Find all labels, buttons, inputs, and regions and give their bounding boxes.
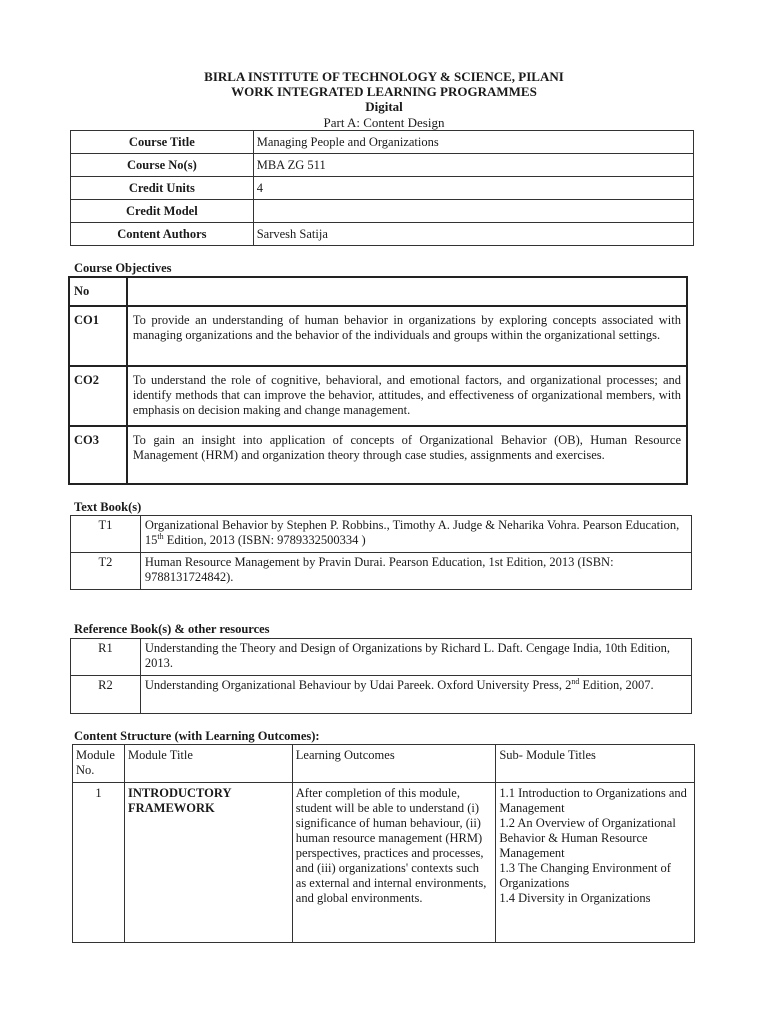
course-title-value: Managing People and Organizations bbox=[253, 131, 693, 154]
reference-row bbox=[71, 676, 692, 714]
mode-label: Digital bbox=[365, 99, 403, 114]
objective-id: CO3 bbox=[69, 426, 127, 484]
course-number-row bbox=[71, 154, 694, 177]
reference-citation bbox=[140, 676, 691, 714]
reference-citation-text: Understanding Organizational Behaviour by Udai Pareek. Oxford University Press, 2 bbox=[144, 678, 572, 692]
objective-id: CO2 bbox=[69, 366, 127, 426]
textbooks-table bbox=[70, 515, 692, 590]
module-no-header: Module No. bbox=[73, 745, 125, 783]
objective-id: CO1 bbox=[69, 306, 127, 366]
credit-units-value: 4 bbox=[253, 177, 693, 200]
course-info-table bbox=[70, 130, 694, 246]
textbook-id: T1 bbox=[71, 516, 141, 553]
module-title: INTRODUCTORY FRAMEWORK bbox=[124, 783, 292, 943]
submodule-titles-header: Sub- Module Titles bbox=[496, 745, 695, 783]
credit-units-label: Credit Units bbox=[71, 177, 254, 200]
module-title-header: Module Title bbox=[124, 745, 292, 783]
textbook-citation bbox=[140, 553, 691, 590]
course-title-row bbox=[71, 131, 694, 154]
course-number-value: MBA ZG 511 bbox=[253, 154, 693, 177]
objective-text: To understand the role of cognitive, behavioral, and emotional factors, and organizational processes; and identify methods that can improve the behavior, attitudes, and effectiveness of organizational members, with emphasis on decision making and change management. bbox=[127, 366, 687, 426]
objective-row bbox=[69, 426, 687, 484]
course-objectives-table bbox=[68, 276, 688, 485]
credit-model-label: Credit Model bbox=[71, 200, 254, 223]
reference-citation-tail: Edition, 2007. bbox=[579, 678, 654, 692]
module-submodules bbox=[496, 783, 695, 943]
textbook-citation-text: Human Resource Management by Pravin Durai. Pearson Education, 1st Edition, 2013 (ISBN: 9788131724842). bbox=[144, 555, 614, 584]
content-structure-table bbox=[72, 744, 695, 943]
credit-units-row bbox=[71, 177, 694, 200]
content-structure-heading: Content Structure (with Learning Outcomes): bbox=[74, 729, 320, 743]
part-title: Part A: Content Design bbox=[323, 115, 445, 130]
textbook-citation-tail: Edition, 2013 (ISBN: 9789332500334 ) bbox=[163, 533, 366, 547]
course-title-label: Course Title bbox=[71, 131, 254, 154]
module-row bbox=[73, 783, 695, 943]
objective-row bbox=[69, 366, 687, 426]
learning-outcomes-header: Learning Outcomes bbox=[292, 745, 496, 783]
reference-citation bbox=[140, 639, 691, 676]
reference-id: R1 bbox=[71, 639, 141, 676]
submodule-item: 1.2 An Overview of Organizational Behavior & Human Resource Management bbox=[499, 816, 676, 860]
textbook-id: T2 bbox=[71, 553, 141, 590]
credit-model-row bbox=[71, 200, 694, 223]
submodule-item: 1.1 Introduction to Organizations and Management bbox=[499, 786, 687, 815]
textbooks-heading: Text Book(s) bbox=[74, 500, 142, 514]
textbook-edition-suffix: th bbox=[157, 531, 164, 541]
reference-id: R2 bbox=[71, 676, 141, 714]
content-authors-label: Content Authors bbox=[71, 223, 254, 246]
institute-name: BIRLA INSTITUTE OF TECHNOLOGY & SCIENCE, PILANI bbox=[204, 69, 564, 84]
content-authors-row bbox=[71, 223, 694, 246]
textbook-citation-text: Organizational Behavior by Stephen P. Robbins., Timothy A. Judge & Neharika Vohra. Pearson Education, 15 bbox=[144, 518, 680, 547]
objective-row bbox=[69, 306, 687, 366]
module-number: 1 bbox=[73, 783, 125, 943]
objectives-blank-header bbox=[127, 277, 687, 306]
reference-edition-suffix: nd bbox=[571, 676, 580, 686]
objectives-no-header: No bbox=[69, 277, 127, 306]
submodule-item: 1.3 The Changing Environment of Organizations bbox=[499, 861, 671, 890]
course-objectives-heading: Course Objectives bbox=[74, 261, 172, 275]
submodule-item: 1.4 Diversity in Organizations bbox=[499, 891, 651, 905]
content-authors-value: Sarvesh Satija bbox=[253, 223, 693, 246]
references-heading: Reference Book(s) & other resources bbox=[74, 622, 270, 636]
credit-model-value bbox=[253, 200, 693, 223]
reference-citation-text: Understanding the Theory and Design of Organizations by Richard L. Daft. Cengage India, 10th Edition, 2013. bbox=[144, 641, 671, 670]
references-table bbox=[70, 638, 692, 714]
textbook-row bbox=[71, 553, 692, 590]
programme-name: WORK INTEGRATED LEARNING PROGRAMMES bbox=[231, 84, 537, 99]
textbook-citation bbox=[140, 516, 691, 553]
objective-text: To provide an understanding of human behavior in organizations by exploring concepts associated with managing organizations and the behavior of the individuals and groups within the organizational settings. bbox=[127, 306, 687, 366]
course-number-label: Course No(s) bbox=[71, 154, 254, 177]
module-learning-outcomes: After completion of this module, student will be able to understand (i) significance of human behaviour, (ii) human resource management (HRM) perspectives, practices and processes, and (iii) organizations' contexts such as external and internal environments, and global environments. bbox=[292, 783, 496, 943]
objective-text: To gain an insight into application of concepts of Organizational Behavior (OB), Human Resource Management (HRM) and organization theory through case studies, assignments and exercises. bbox=[127, 426, 687, 484]
textbook-row bbox=[71, 516, 692, 553]
content-structure-header-row bbox=[73, 745, 695, 783]
objectives-header-row bbox=[69, 277, 687, 306]
reference-row bbox=[71, 639, 692, 676]
